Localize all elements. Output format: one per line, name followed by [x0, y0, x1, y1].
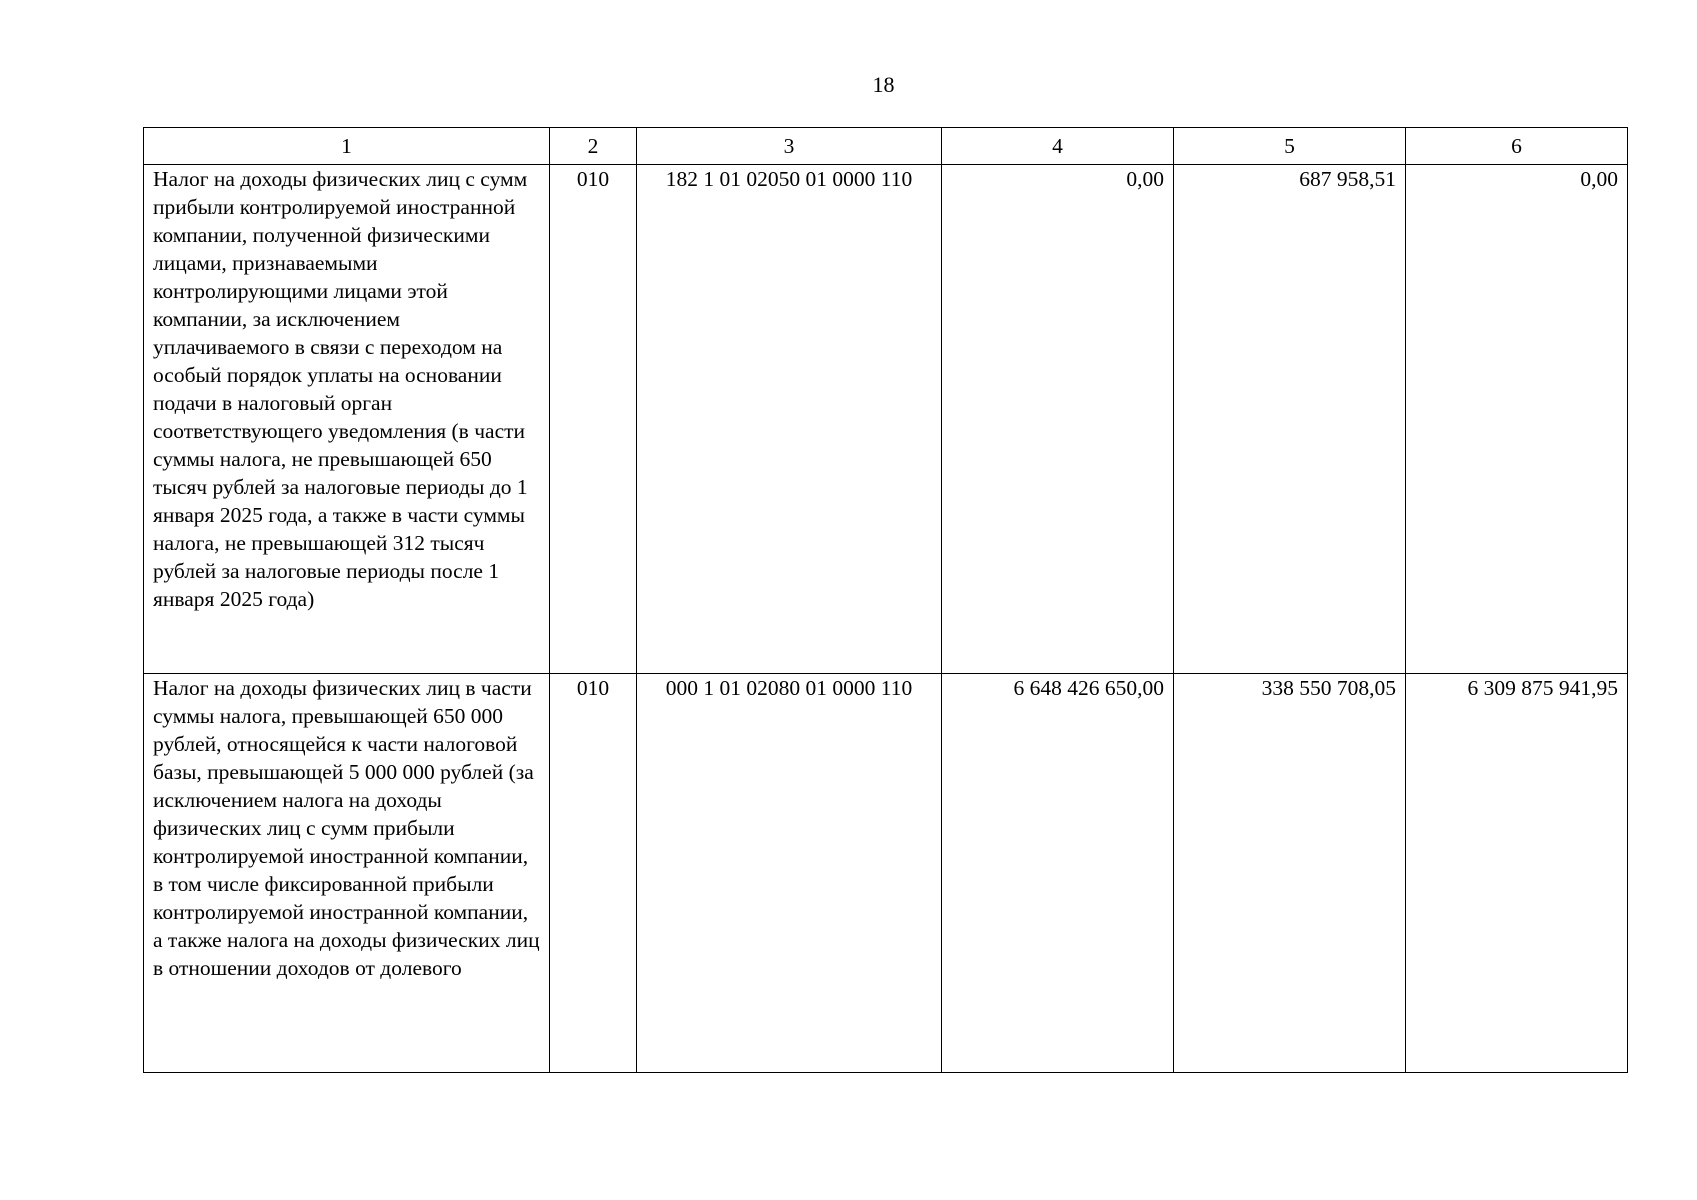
table-row: [144, 674, 1628, 1073]
row-col5-value: 338 550 708,05: [1174, 674, 1406, 1073]
header-col-1: 1: [144, 128, 550, 165]
row-name: Налог на доходы физических лиц с сумм прибыли контролируемой иностранной компании, полученной физическими лицами, признаваемыми контролирующими лицами этой компании, за исключением уплачиваемого в связи с переходом на особый порядок уплаты на основании подачи в налоговый орган соответствующего уведомления (в части суммы налога, не превышающей 650 тысяч рублей за налоговые периоды до 1 января 2025 года, а также в части суммы налога, не превышающей 312 тысяч рублей за налоговые периоды после 1 января 2025 года): [144, 165, 550, 674]
row-col4-value: 6 648 426 650,00: [942, 674, 1174, 1073]
table-header: [144, 128, 1628, 165]
row-income-code: 000 1 01 02080 01 0000 110: [637, 674, 942, 1073]
page-number: 18: [872, 72, 895, 97]
row-col4-value: 0,00: [942, 165, 1174, 674]
budget-table: [143, 127, 1628, 1073]
row-income-code: 182 1 01 02050 01 0000 110: [637, 165, 942, 674]
row-col6-value: 6 309 875 941,95: [1406, 674, 1628, 1073]
row-col6-value: 0,00: [1406, 165, 1628, 674]
header-col-2: 2: [550, 128, 637, 165]
header-col-3: 3: [637, 128, 942, 165]
table-row: [144, 165, 1628, 674]
row-name: Налог на доходы физических лиц в части суммы налога, превышающей 650 000 рублей, относящейся к части налоговой базы, превышающей 5 000 000 рублей (за исключением налога на доходы физических лиц с сумм прибыли контролируемой иностранной компании, в том числе фиксированной прибыли контролируемой иностранной компании, а также налога на доходы физических лиц в отношении доходов от долевого: [144, 674, 550, 1073]
row-col5-value: 687 958,51: [1174, 165, 1406, 674]
header-col-5: 5: [1174, 128, 1406, 165]
row-line-code: 010: [550, 165, 637, 674]
header-row: [144, 128, 1628, 165]
table-body: [144, 165, 1628, 1073]
header-col-4: 4: [942, 128, 1174, 165]
header-col-6: 6: [1406, 128, 1628, 165]
row-line-code: 010: [550, 674, 637, 1073]
